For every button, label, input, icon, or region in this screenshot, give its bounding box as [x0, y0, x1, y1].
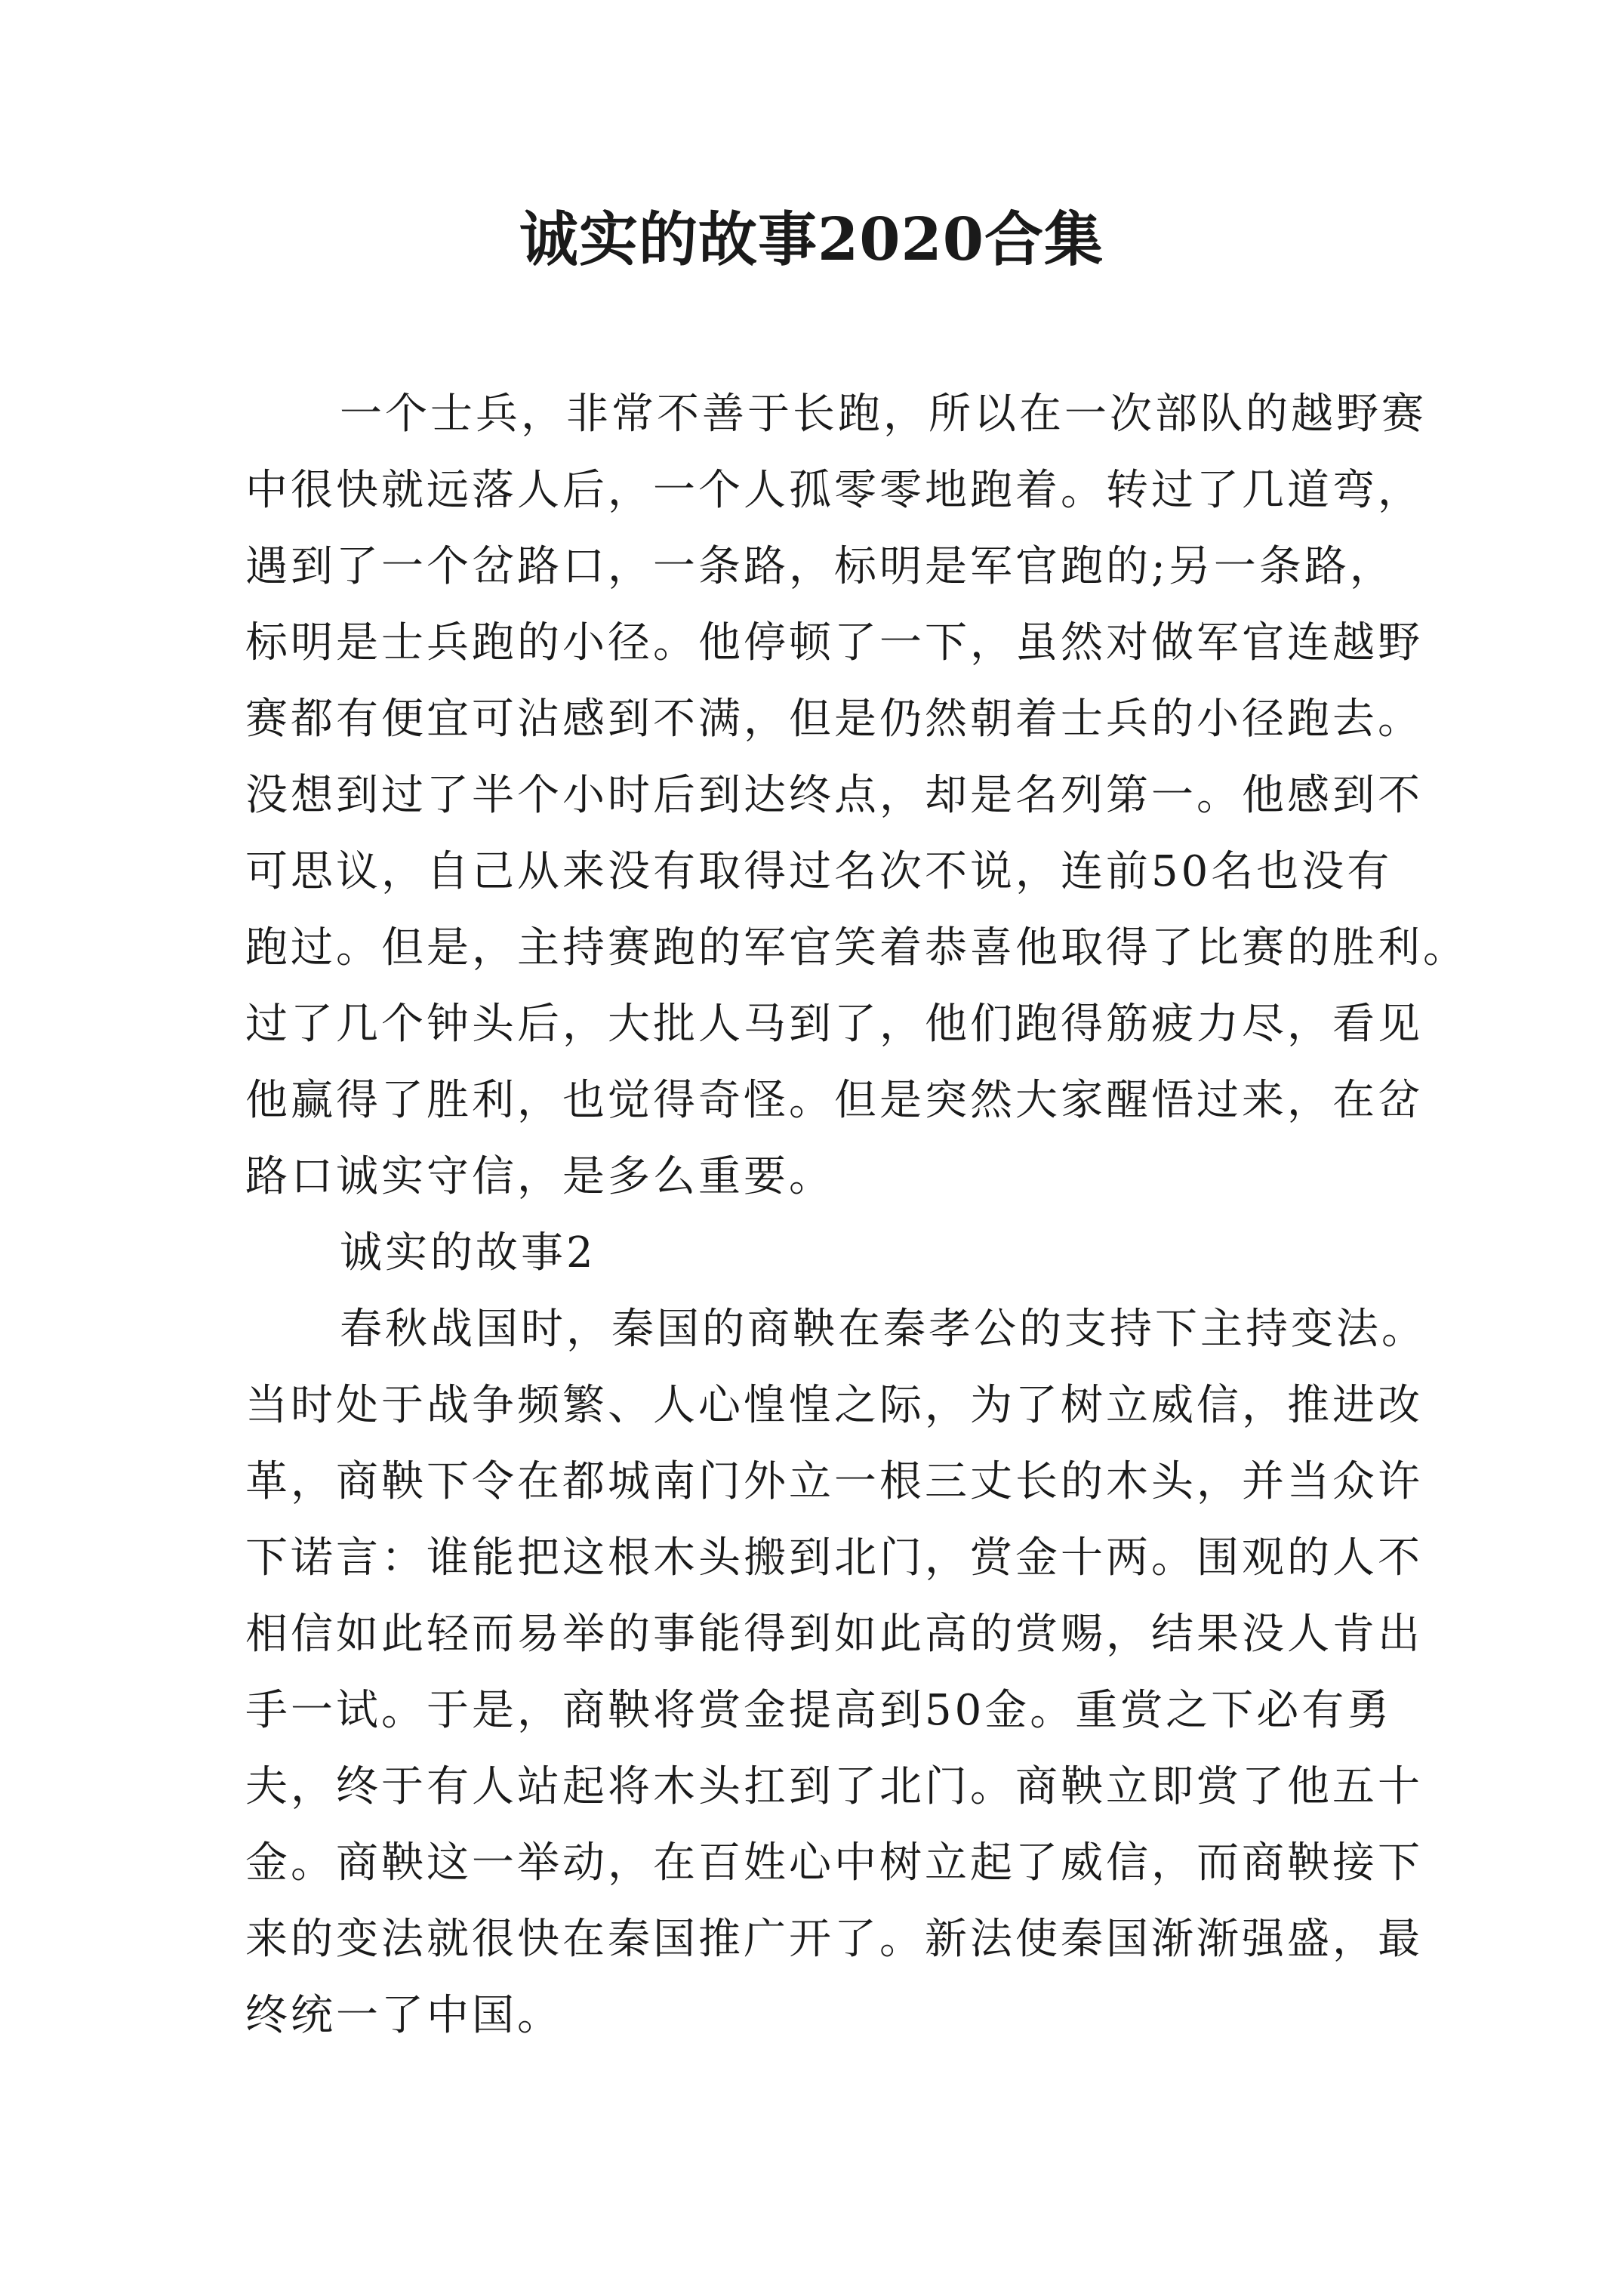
text-line: 没想到过了半个小时后到达终点，却是名列第一。他感到不	[245, 771, 1423, 820]
text-line: 赛都有便宜可沾感到不满，但是仍然朝着士兵的小径跑去。	[245, 695, 1423, 744]
text-line: 金。商鞅这一举动，在百姓心中树立起了威信，而商鞅接下	[245, 1838, 1423, 1888]
text-line: 标明是士兵跑的小径。他停顿了一下，虽然对做军官连越野	[245, 618, 1423, 667]
text-line: 可思议，自己从来没有取得过名次不说，连前50名也没有	[245, 847, 1393, 896]
text-line: 中很快就远落人后，一个人孤零零地跑着。转过了几道弯，	[245, 466, 1423, 515]
text-line: 春秋战国时，秦国的商鞅在秦孝公的支持下主持变法。	[340, 1305, 1427, 1354]
page-title: 诚实的故事2020合集	[519, 205, 1104, 274]
text-line: 夫，终于有人站起将木头扛到了北门。商鞅立即赏了他五十	[245, 1762, 1423, 1811]
text-line: 革，商鞅下令在都城南门外立一根三丈长的木头，并当众许	[245, 1457, 1423, 1506]
text-line: 来的变法就很快在秦国推广开了。新法使秦国渐渐强盛，最	[245, 1915, 1423, 1964]
text-line: 跑过。但是，主持赛跑的军官笑着恭喜他取得了比赛的胜利。	[245, 923, 1468, 972]
text-line: 终统一了中国。	[245, 1991, 562, 2040]
text-line: 路口诚实守信，是多么重要。	[245, 1152, 834, 1201]
text-line: 当时处于战争频繁、人心惶惶之际，为了树立威信，推进改	[245, 1381, 1423, 1430]
text-line: 过了几个钟头后，大批人马到了，他们跑得筋疲力尽，看见	[245, 1000, 1423, 1049]
text-line: 手一试。于是，商鞅将赏金提高到50金。重赏之下必有勇	[245, 1686, 1393, 1735]
text-line: 相信如此轻而易举的事能得到如此高的赏赐，结果没人肯出	[245, 1610, 1423, 1659]
section-heading: 诚实的故事2	[340, 1228, 596, 1277]
text-line: 下诺言：谁能把这根木头搬到北门，赏金十两。围观的人不	[245, 1533, 1423, 1583]
text-line: 一个士兵，非常不善于长跑，所以在一次部队的越野赛	[340, 390, 1427, 439]
text-line: 他赢得了胜利，也觉得奇怪。但是突然大家醒悟过来，在岔	[245, 1076, 1423, 1125]
text-line: 遇到了一个岔路口，一条路，标明是军官跑的;另一条路，	[245, 542, 1395, 591]
